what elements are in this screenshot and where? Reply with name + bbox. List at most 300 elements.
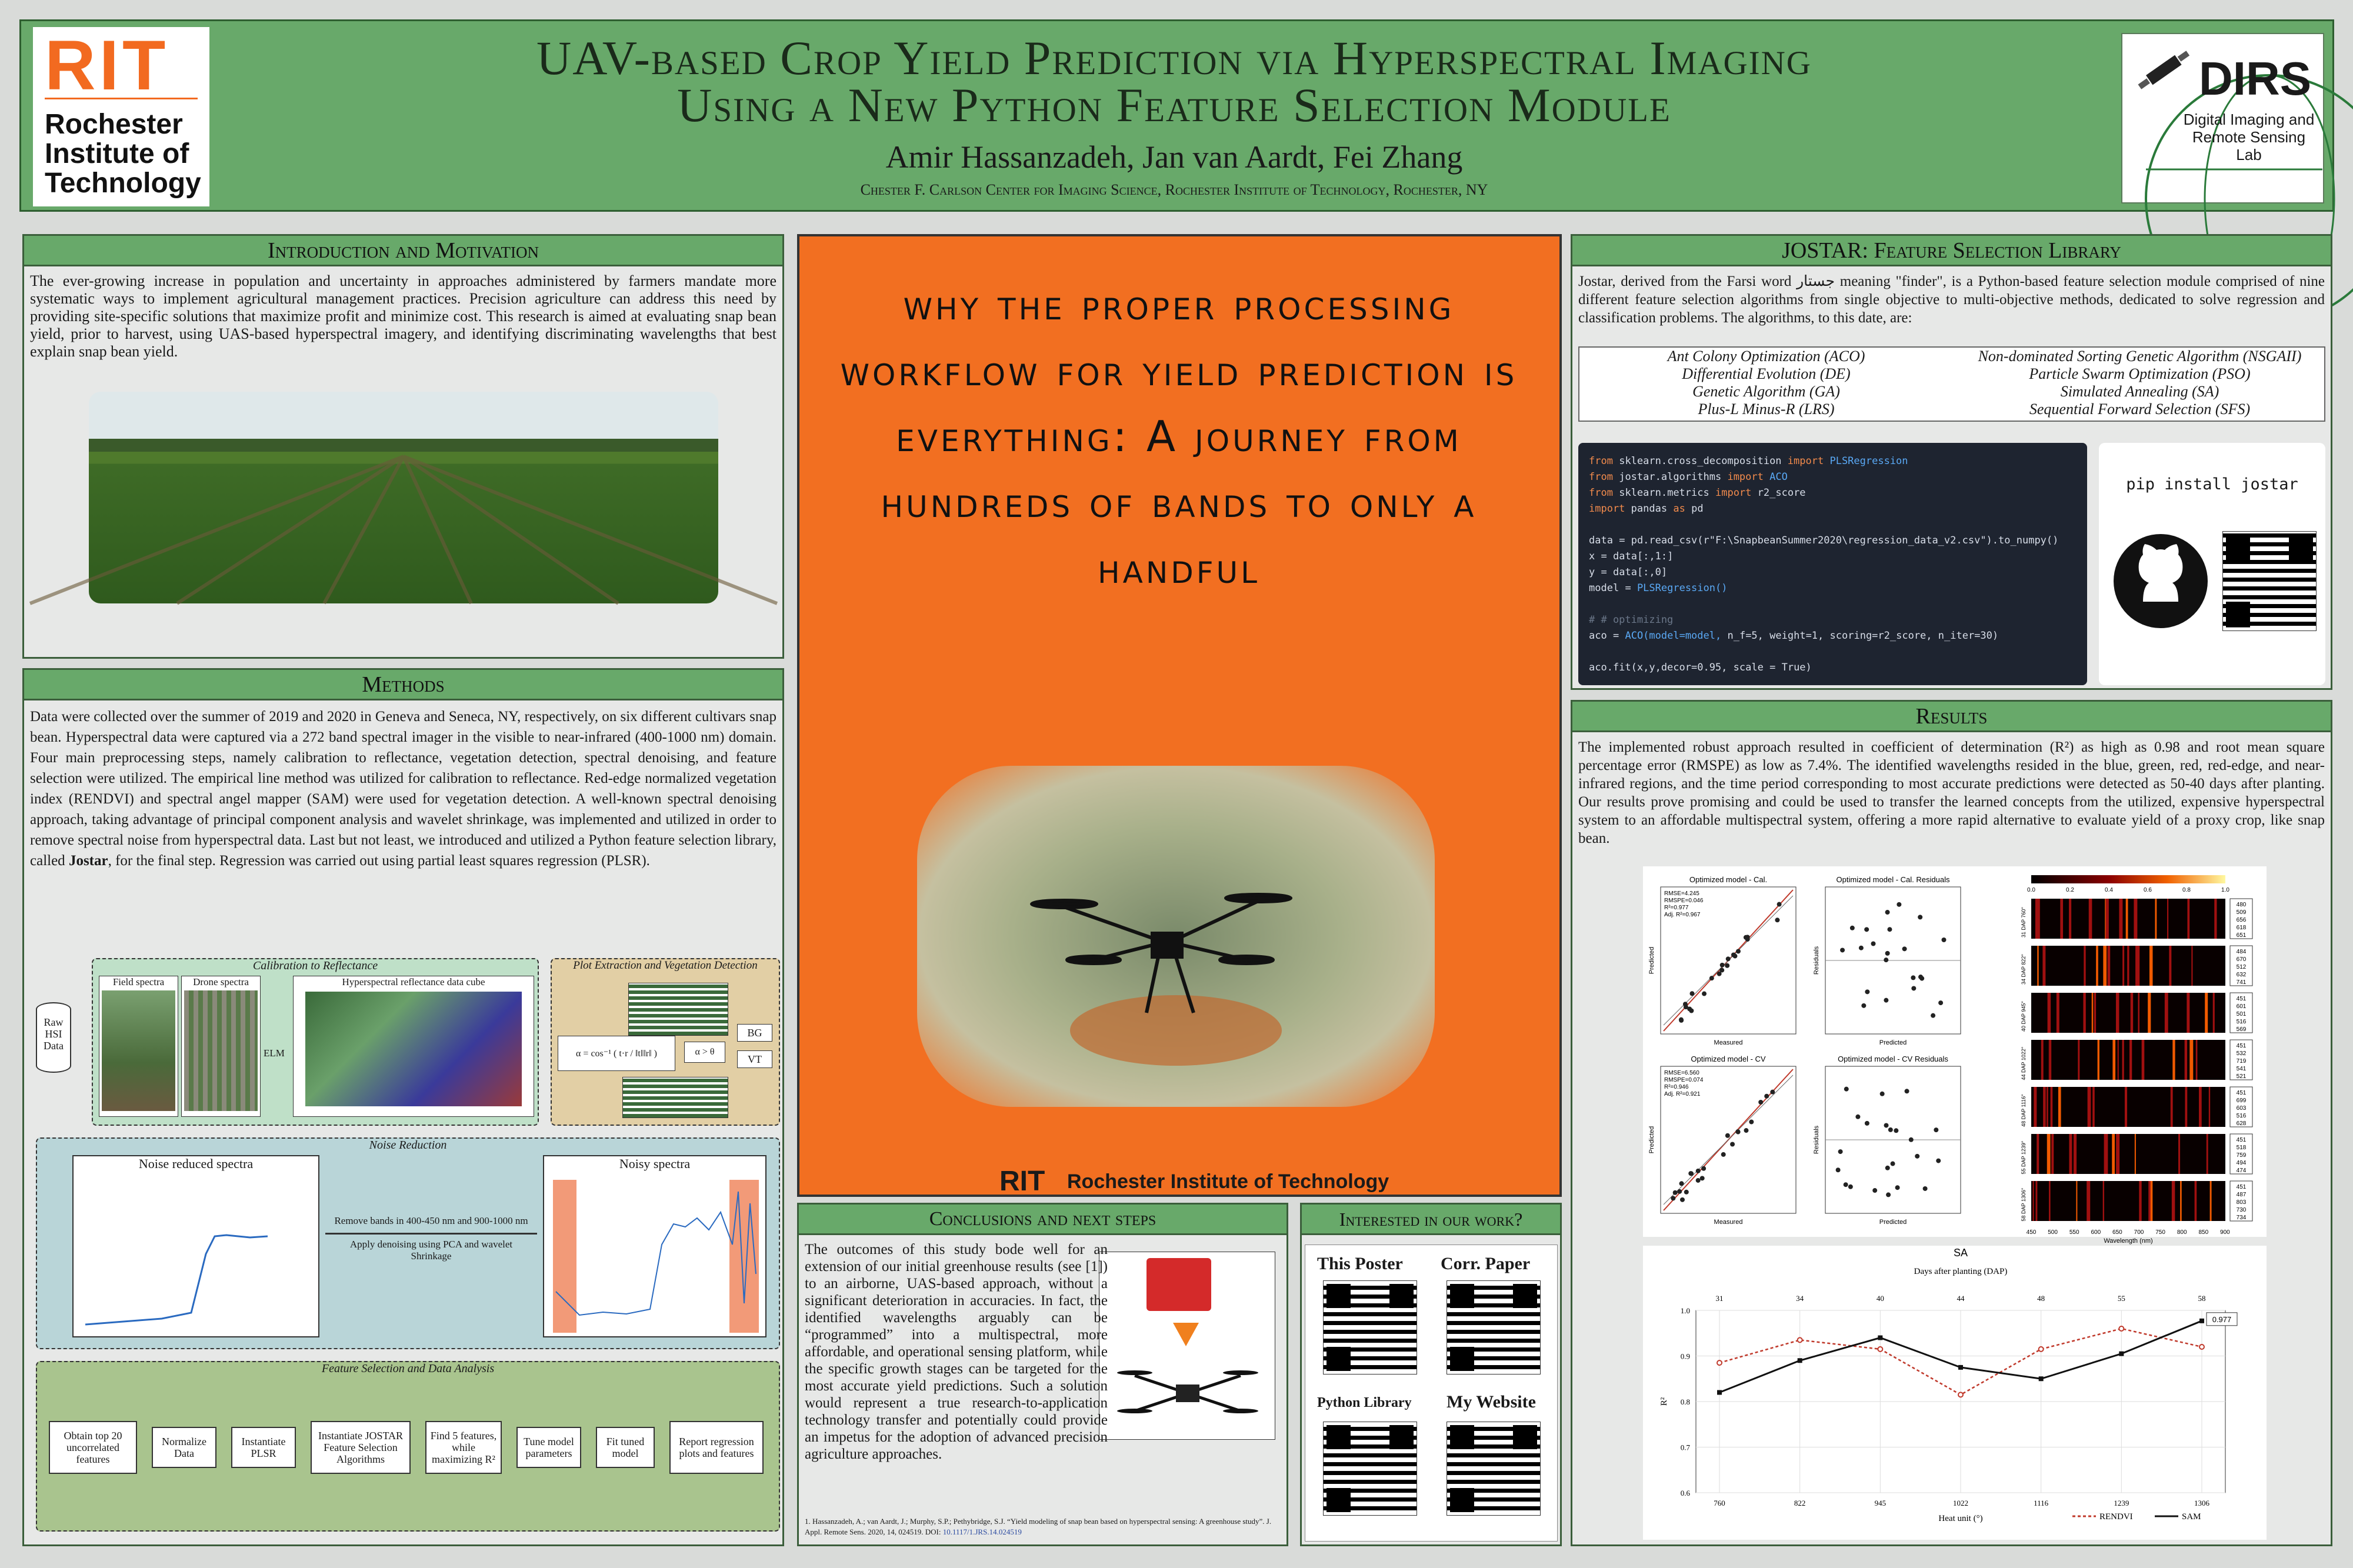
- band-value: 501: [2236, 1011, 2247, 1017]
- x-tick-label: 1306: [2194, 1499, 2209, 1507]
- heat-band: [2093, 1087, 2094, 1127]
- step-find-features: Find 5 features, while maximizing R²: [425, 1421, 502, 1474]
- x-tick-label: 945: [1874, 1499, 1887, 1507]
- scatter-point: [1725, 963, 1729, 968]
- residual-point: [1888, 1127, 1893, 1132]
- code-line: import pandas as pd: [1589, 503, 1704, 515]
- sam-point: [2039, 1376, 2044, 1381]
- scatter-point: [1770, 1090, 1775, 1095]
- regression-figure: [1643, 866, 2267, 1245]
- rit-logo: [33, 27, 209, 206]
- residual-point: [1918, 915, 1922, 919]
- intro-text: The ever-growing increase in population and uncertainty in approaches administered by farmers mandate more systematic ways to implement agricultural management practices. Precision agriculture can address this need by providing site-specific solutions that maximize profit and minimize cost. This research is aimed at evaluating snap bean yield, prior to harvest, using UAS-based hyperspectral imagery, and identifying discriminating wavelengths that best explain snap bean yield.: [30, 272, 776, 360]
- residual-point: [1844, 1087, 1849, 1092]
- wavelength-tick: 750: [2155, 1229, 2165, 1236]
- residual-point: [1885, 951, 1890, 956]
- jostar-panel: [1571, 234, 2332, 690]
- scatter-point: [1687, 1006, 1692, 1011]
- code-line: [1589, 596, 2077, 612]
- scatter-point: [1775, 918, 1779, 922]
- rit-line3: Technology: [45, 168, 201, 199]
- colorbar-tick: 0.4: [2105, 887, 2113, 893]
- residual-point: [1850, 926, 1855, 930]
- reg-panel-title: Optimized model - CV Residuals: [1838, 1055, 1948, 1063]
- heat-band: [2180, 1181, 2182, 1221]
- heat-row: [2031, 1134, 2225, 1174]
- heat-band: [2135, 946, 2139, 986]
- residual-point: [1880, 1092, 1885, 1096]
- code-line: model = PLSRegression(): [1589, 582, 1728, 594]
- wavelength-tick: 650: [2112, 1229, 2122, 1236]
- noise-reduced-label: Noise reduced spectra: [138, 1156, 254, 1171]
- y-tick-label: 0.7: [1680, 1443, 1690, 1452]
- band-value: 719: [2236, 1058, 2247, 1065]
- code-line: y = data[:,0]: [1589, 566, 1668, 578]
- methods-text-post: , for the final step. Regression was carried out using partial least squares regression (PLSR).: [108, 853, 650, 869]
- residual-point: [1836, 1167, 1841, 1172]
- scatter-point: [1702, 992, 1707, 996]
- scatter-point: [1679, 1018, 1684, 1023]
- heat-band: [2083, 993, 2085, 1033]
- reg-panel-title: Optimized model - Cal.: [1689, 875, 1768, 884]
- dap-label: 34 DAP 822°: [2021, 954, 2027, 985]
- x-axis-label: Heat unit (°): [1938, 1514, 1983, 1523]
- authors: Amir Hassanzadeh, Jan van Aardt, Fei Zhang: [885, 139, 1463, 175]
- wavelength-tick: 700: [2134, 1229, 2144, 1236]
- band-value: 730: [2236, 1207, 2247, 1213]
- band-value: 487: [2236, 1192, 2247, 1198]
- stat-label: RMSPE=0.074: [1664, 1077, 1704, 1083]
- conclusions-body: The outcomes of this study bode well for an extension of our initial greenhouse results (see [1]) to an airborne, UAS-based approach, without a significant deterioration in accuracies. In fact, the identified wavelengths arguably can be “programmed” into a multispectral, more affordable, and operational sensing platform, while the specific growth stages can be targeted for the most accurate yield predictions. Such a solution would represent a true research-to-application technology transfer and potentially could provide an impetus for the adoption of advanced precision agriculture approaches.: [805, 1242, 1108, 1462]
- wavelength-axis-label: Wavelength (nm): [2104, 1237, 2153, 1245]
- heat-band: [2076, 1181, 2077, 1221]
- alpha-condition: α > θ: [684, 1042, 725, 1063]
- colorbar-tick: 0.2: [2066, 887, 2074, 893]
- heat-band: [2122, 946, 2124, 986]
- heat-band: [2051, 1087, 2053, 1127]
- jostar-text: Jostar, derived from the Farsi word جستار meaning "finder", is a Python-based feature selection module comprised of nine different feature selection algorithms from single objective to multi-objective methods, dedicated to solve regression and classification problems. The algorithms, to this date, are:: [1578, 273, 2325, 326]
- band-value: 451: [2236, 1043, 2247, 1049]
- band-value: 651: [2236, 932, 2247, 939]
- top-tick-label: 48: [2037, 1294, 2045, 1303]
- x-tick-label: 760: [1714, 1499, 1725, 1507]
- algo-sa: Simulated Annealing (SA): [2060, 383, 2219, 400]
- conclusions-text: [805, 1241, 1284, 1463]
- affiliation: Chester F. Carlson Center for Imaging Science, Rochester Institute of Technology, Rochester, NY: [860, 181, 1488, 198]
- interest-panel: [1300, 1203, 1562, 1546]
- residual-point: [1861, 1003, 1866, 1008]
- heat-band: [2213, 993, 2215, 1033]
- scatter-point: [1736, 949, 1741, 953]
- rendvi-point: [1878, 1347, 1882, 1352]
- rit-mark: RIT: [45, 33, 198, 99]
- heat-band: [2048, 993, 2051, 1033]
- annotation-label: 0.977: [2212, 1315, 2232, 1324]
- heat-band: [2092, 993, 2094, 1033]
- residual-point: [1886, 1192, 1891, 1197]
- x-tick-label: 822: [1794, 1499, 1806, 1507]
- code-line: from sklearn.cross_decomposition import PLSRegression: [1589, 455, 1908, 467]
- dap-label: 58 DAP 1306°: [2021, 1187, 2027, 1222]
- step-obtain-features: Obtain top 20 uncorrelated features: [49, 1421, 137, 1474]
- scatter-point: [1730, 1142, 1735, 1147]
- band-value: 484: [2236, 949, 2247, 955]
- scatter-point: [1689, 991, 1694, 996]
- heat-band: [2109, 946, 2110, 986]
- residual-point: [1885, 1166, 1890, 1170]
- band-value: 516: [2236, 1113, 2247, 1119]
- heat-band: [2195, 1181, 2197, 1221]
- band-value: 699: [2236, 1097, 2247, 1104]
- qr-library-finders: [1324, 1422, 1417, 1515]
- qr-website-finders: [1447, 1422, 1540, 1515]
- drone-spectra-label: Drone spectra: [193, 976, 249, 987]
- algo-lrs: Plus-L Minus-R (LRS): [1698, 401, 1835, 418]
- dap-label: 44 DAP 1022°: [2021, 1046, 2027, 1080]
- conclusions-panel: [797, 1203, 1288, 1546]
- vt-box: VT: [737, 1050, 772, 1068]
- qr-code-paper[interactable]: [1447, 1280, 1541, 1374]
- sam-point: [2119, 1352, 2124, 1356]
- noise-reduced-curve: [74, 1172, 321, 1336]
- scatter-point: [1696, 1178, 1701, 1183]
- band-value: 741: [2236, 979, 2247, 986]
- band-value: 521: [2236, 1073, 2247, 1080]
- band-value: 451: [2236, 1090, 2247, 1096]
- field-spectra-label: Field spectra: [112, 976, 165, 987]
- center-headline: why the proper processing workflow for yield prediction is everything: A journey from hundreds of bands to only a handful: [840, 280, 1518, 593]
- sa-chart-container: [1643, 1246, 2267, 1540]
- band-value: 632: [2236, 972, 2247, 978]
- algo-ga: Genetic Algorithm (GA): [1692, 383, 1840, 400]
- heat-band: [2069, 899, 2071, 939]
- residual-point: [1871, 941, 1875, 946]
- scatter-point: [1684, 1190, 1689, 1195]
- colorbar-tick: 1.0: [2221, 887, 2229, 893]
- plot-extraction-box: [551, 958, 780, 1126]
- qr-label-poster: This Poster: [1317, 1254, 1403, 1273]
- heat-band: [2096, 946, 2098, 986]
- heat-band: [2118, 1040, 2119, 1080]
- residual-point: [1923, 1186, 1928, 1191]
- residual-point: [1909, 1137, 1914, 1142]
- qr-label-paper: Corr. Paper: [1441, 1254, 1531, 1273]
- heat-band: [2135, 1134, 2136, 1174]
- x-axis-label: Predicted: [1879, 1219, 1907, 1226]
- heat-band: [2094, 993, 2096, 1033]
- heat-band: [2126, 899, 2128, 939]
- scatter-point: [1677, 1189, 1682, 1194]
- heat-band: [2103, 1181, 2104, 1221]
- scatter-point: [1744, 1128, 1748, 1133]
- scatter-point: [1745, 937, 1750, 942]
- residual-point: [1897, 902, 1901, 907]
- colorbar-tick: 0.0: [2027, 887, 2035, 893]
- heat-band: [2116, 1134, 2119, 1174]
- band-value: 541: [2236, 1066, 2247, 1072]
- heat-band: [2078, 1040, 2079, 1080]
- scatter-point: [1696, 1169, 1701, 1173]
- residual-point: [1864, 927, 1869, 932]
- heat-band: [2035, 1181, 2037, 1221]
- heat-band: [2047, 1134, 2051, 1174]
- band-value: 569: [2236, 1026, 2247, 1033]
- residual-point: [1936, 1159, 1941, 1163]
- band-value: 509: [2236, 909, 2247, 916]
- center-rit-name: Rochester Institute of Technology: [1067, 1170, 1389, 1193]
- residual-point: [1838, 1149, 1843, 1154]
- x-tick-label: 1239: [2114, 1499, 2129, 1507]
- methods-text-pre: Data were collected over the summer of 2019 and 2020 in Geneva and Seneca, NY, respectively, on six different cultivars snap bean. Hyperspectral data were captured via a 272 band spectral imager in the visible to near-infrared (400-1000 nm) domain. Four main preprocessing steps, namely calibration to reflectance, vegetation detection, spectral denoising, and feature selection were utilized. The empirical line method was utilized for calibration to reflectance. Red-edge normalized vegetation index (RENDVI) and spectral angel mapper (SAM) were used for vegetation detection. A well-known spectral denoising approach, taking advantage of principal component analysis and wavelet shrinkage, was implemented and utilized in order to remove spectral noise from hyperspectral data. Last but not least, we introduced and utilized a Python feature selection library, called: [30, 709, 776, 869]
- step-plsr: Instantiate PLSR: [231, 1427, 296, 1468]
- residual-point: [1859, 946, 1864, 950]
- x-tick-label: 1022: [1953, 1499, 1968, 1507]
- scatter-point: [1725, 1133, 1730, 1138]
- heat-band: [2106, 899, 2109, 939]
- heat-band: [2172, 1181, 2175, 1221]
- noise-reduced-plot: [72, 1155, 319, 1337]
- residual-point: [1911, 986, 1916, 990]
- step-fit: Fit tuned model: [596, 1427, 655, 1468]
- heat-band: [2142, 1040, 2145, 1080]
- heat-band: [2042, 946, 2045, 986]
- stat-label: RMSE=4.245: [1664, 890, 1699, 897]
- top-tick-label: 34: [1796, 1294, 1804, 1303]
- x-axis-label: Predicted: [1879, 1039, 1907, 1046]
- interest-heading: Interested in our work?: [1302, 1205, 1560, 1235]
- residual-point: [1894, 1128, 1898, 1133]
- scatter-point: [1709, 976, 1714, 980]
- pip-install: pip install jostar: [2126, 475, 2298, 493]
- wavelength-tick: 600: [2091, 1229, 2101, 1236]
- stat-label: RMSE=6.560: [1664, 1070, 1699, 1076]
- legend-label: RENDVI: [2099, 1512, 2133, 1522]
- qr-poster-finders: [1324, 1281, 1417, 1374]
- x-axis-label: Measured: [1714, 1219, 1743, 1226]
- heat-band: [2187, 899, 2189, 939]
- qr-code-github[interactable]: [2222, 531, 2317, 631]
- heat-band: [2214, 899, 2217, 939]
- y-axis-label: Predicted: [1648, 946, 1655, 975]
- scatter-point: [1701, 1166, 1706, 1171]
- plot-strips-top: [628, 983, 728, 1036]
- residual-point: [1905, 1089, 1909, 1093]
- code-line: aco.fit(x,y,decor=0.95, scale = True): [1589, 662, 1812, 673]
- heat-band: [2116, 993, 2119, 1033]
- residual-point: [1895, 1185, 1900, 1190]
- heat-band: [2103, 946, 2107, 986]
- residual-point: [1884, 998, 1888, 1003]
- algo-col-right: [1953, 348, 2327, 418]
- cube-panel: [293, 976, 534, 1117]
- heat-band: [2189, 1040, 2193, 1080]
- band-value: 451: [2236, 996, 2247, 1002]
- noise-reduction-title: Noise Reduction: [369, 1139, 447, 1152]
- rit-line1: Rochester: [45, 109, 183, 140]
- rit-name: [45, 109, 201, 199]
- dirs-title: DIRS: [2199, 52, 2312, 105]
- rendvi-point: [2119, 1326, 2124, 1331]
- methods-panel: [22, 668, 784, 1546]
- scatter-point: [1726, 956, 1731, 961]
- heat-band: [2148, 1181, 2150, 1221]
- remove-bands-label: Remove bands in 400-450 nm and 900-1000 nm: [334, 1215, 528, 1226]
- stat-label: R²=0.977: [1664, 905, 1689, 911]
- field-rows: [89, 392, 718, 603]
- wavelength-tick: 550: [2069, 1229, 2079, 1236]
- heat-band: [2207, 1134, 2208, 1174]
- band-value: 618: [2236, 925, 2247, 931]
- algo-de: Differential Evolution (DE): [1682, 365, 1851, 382]
- results-text: The implemented robust approach resulted in coefficient of determination (R²) as high as 0.98 and root mean square percentage error (RMSPE) as low as 7.4%. The identified wavelengths resided in the blue, green, red, red-edge, and near-infrared regions, and the time period corresponding to most accurate predictions were detected as 50-40 days after planting. Our results prove promising and could be used to transfer the learned concepts from the utilized, expensive hyperspectral system to an affordable multispectral system, offering a more rapid alternative to evaluate yield of a proxy crop, like snap bean.: [1578, 739, 2325, 846]
- colorbar: [2031, 875, 2225, 883]
- heat-band: [2058, 1087, 2061, 1127]
- intro-heading: Introduction and Motivation: [24, 236, 782, 266]
- heat-band: [2151, 1181, 2153, 1221]
- band-value: 601: [2236, 1003, 2247, 1010]
- stat-label: RMSPE=0.046: [1664, 898, 1704, 904]
- algo-sfs: Sequential Forward Selection (SFS): [2029, 401, 2251, 418]
- heat-band: [2210, 1181, 2212, 1221]
- residual-point: [1915, 1154, 1919, 1159]
- residual-point: [1911, 975, 1915, 980]
- conclusions-heading: Conclusions and next steps: [799, 1205, 1287, 1235]
- heat-band: [2138, 993, 2139, 1033]
- qr-label-library: Python Library: [1317, 1395, 1412, 1410]
- stat-label: Adj. R²=0.967: [1664, 912, 1701, 918]
- heat-band: [2149, 946, 2153, 986]
- qr-code-website[interactable]: [1447, 1422, 1541, 1516]
- scatter-point: [1679, 1181, 1684, 1186]
- residual-point: [1865, 989, 1869, 994]
- heat-band: [2125, 1087, 2127, 1127]
- field-spectra-panel: [99, 976, 178, 1117]
- center-highlight: [797, 234, 1562, 1197]
- top-tick-label: 40: [1876, 1294, 1884, 1303]
- y-axis-label: Residuals: [1813, 946, 1820, 975]
- y-tick-label: 0.6: [1680, 1489, 1690, 1497]
- plot-extraction-title: Plot Extraction and Vegetation Detection: [573, 959, 758, 972]
- install-card: [2099, 443, 2325, 685]
- drone-icon: [917, 766, 1435, 1107]
- drone-spectra-image: [184, 990, 258, 1111]
- code-line: from jostar.algorithms import ACO: [1589, 471, 1788, 483]
- drone-spectra-panel: [181, 976, 261, 1117]
- band-value: 516: [2236, 1019, 2247, 1025]
- scatter-point: [1777, 902, 1782, 907]
- sam-point: [1878, 1336, 1882, 1340]
- regression-plots: [1643, 866, 2267, 1245]
- feature-selection-box: [36, 1361, 780, 1532]
- wavelength-tick: 500: [2048, 1229, 2058, 1236]
- qr-code-library[interactable]: [1323, 1422, 1417, 1516]
- band-value: 451: [2236, 1184, 2247, 1190]
- heat-band: [2187, 993, 2189, 1033]
- chart-title: SA: [1953, 1247, 1968, 1259]
- scatter-point: [1673, 1190, 1678, 1195]
- heat-band: [2155, 899, 2157, 939]
- rendvi-point: [1958, 1392, 1963, 1397]
- dap-label: 48 DAP 1116°: [2021, 1094, 2027, 1127]
- code-line: x = data[:,1:]: [1589, 551, 1674, 562]
- heat-band: [2089, 899, 2092, 939]
- noise-reduction-box: [36, 1137, 780, 1349]
- wavelength-tick: 900: [2220, 1229, 2230, 1236]
- heat-band: [2205, 993, 2208, 1033]
- heat-band: [2171, 1087, 2173, 1127]
- code-line: [1589, 644, 2077, 660]
- stat-label: R²=0.946: [1664, 1084, 1689, 1090]
- top-axis-label: Days after planting (DAP): [1914, 1267, 2008, 1276]
- heat-band: [2050, 1040, 2051, 1080]
- code-snippet: [1578, 443, 2087, 685]
- colorbar-tick: 0.6: [2144, 887, 2152, 893]
- wavelength-tick: 800: [2177, 1229, 2187, 1236]
- band-value: 518: [2236, 1145, 2247, 1151]
- github-icon[interactable]: [2111, 531, 2211, 631]
- heat-band: [2131, 993, 2133, 1033]
- residual-point: [1934, 1127, 1938, 1132]
- rendvi-point: [1717, 1360, 1722, 1365]
- heat-band: [2049, 1040, 2050, 1080]
- heat-band: [2178, 1134, 2180, 1174]
- scatter-point: [1764, 1094, 1769, 1099]
- heat-band: [2129, 1040, 2132, 1080]
- band-value: 734: [2236, 1215, 2247, 1221]
- dap-label: 31 DAP 760°: [2021, 907, 2027, 938]
- code-line: [1589, 517, 2077, 533]
- heat-band: [2057, 993, 2059, 1033]
- intro-panel: [22, 234, 784, 659]
- residual-point: [1887, 927, 1892, 932]
- heat-band: [2191, 946, 2192, 986]
- title-line2: Using a New Python Feature Selection Module: [677, 78, 1671, 132]
- heat-band: [2148, 993, 2151, 1033]
- heat-band: [2112, 1134, 2115, 1174]
- residual-point: [1844, 1182, 1848, 1187]
- scatter-point: [1736, 1130, 1741, 1135]
- band-value: 474: [2236, 1167, 2247, 1174]
- reference-doi-link[interactable]: 10.1117/1.JRS.14.024519: [942, 1527, 1022, 1536]
- feature-selection-title: Feature Selection and Data Analysis: [321, 1362, 495, 1375]
- methods-heading: Methods: [24, 670, 782, 700]
- heat-band: [2032, 1181, 2034, 1221]
- residual-point: [1884, 1123, 1889, 1127]
- band-value: 480: [2236, 902, 2247, 908]
- x-tick-label: 1116: [2034, 1499, 2049, 1507]
- results-heading: Results: [1572, 702, 2331, 732]
- step-report: Report regression plots and features: [669, 1421, 764, 1474]
- residual-point: [1848, 1185, 1853, 1189]
- code-line: from sklearn.metrics import r2_score: [1589, 487, 1806, 499]
- raw-hsi-data: Raw HSI Data: [36, 1002, 71, 1073]
- algo-pso: Particle Swarm Optimization (PSO): [2029, 365, 2251, 382]
- heat-band: [2122, 1040, 2124, 1080]
- plot-strips-bottom: [622, 1077, 728, 1118]
- elm-label: ELM: [264, 1047, 285, 1059]
- band-value: 656: [2236, 917, 2247, 923]
- code-line: aco = ACO(model=model, n_f=5, weight=1, scoring=r2_score, n_iter=30): [1589, 630, 1999, 642]
- scatter-point: [1731, 953, 1736, 958]
- scatter-point: [1717, 972, 1722, 976]
- heat-band: [2139, 1181, 2141, 1221]
- y-tick-label: 1.0: [1680, 1306, 1690, 1315]
- algorithm-list: [1578, 346, 2325, 422]
- step-normalize: Normalize Data: [152, 1427, 216, 1468]
- heat-band: [2134, 899, 2137, 939]
- qr-code-poster[interactable]: [1323, 1280, 1417, 1374]
- apply-denoise-label: Apply denoising using PCA and wavelet Shrinkage: [349, 1239, 513, 1262]
